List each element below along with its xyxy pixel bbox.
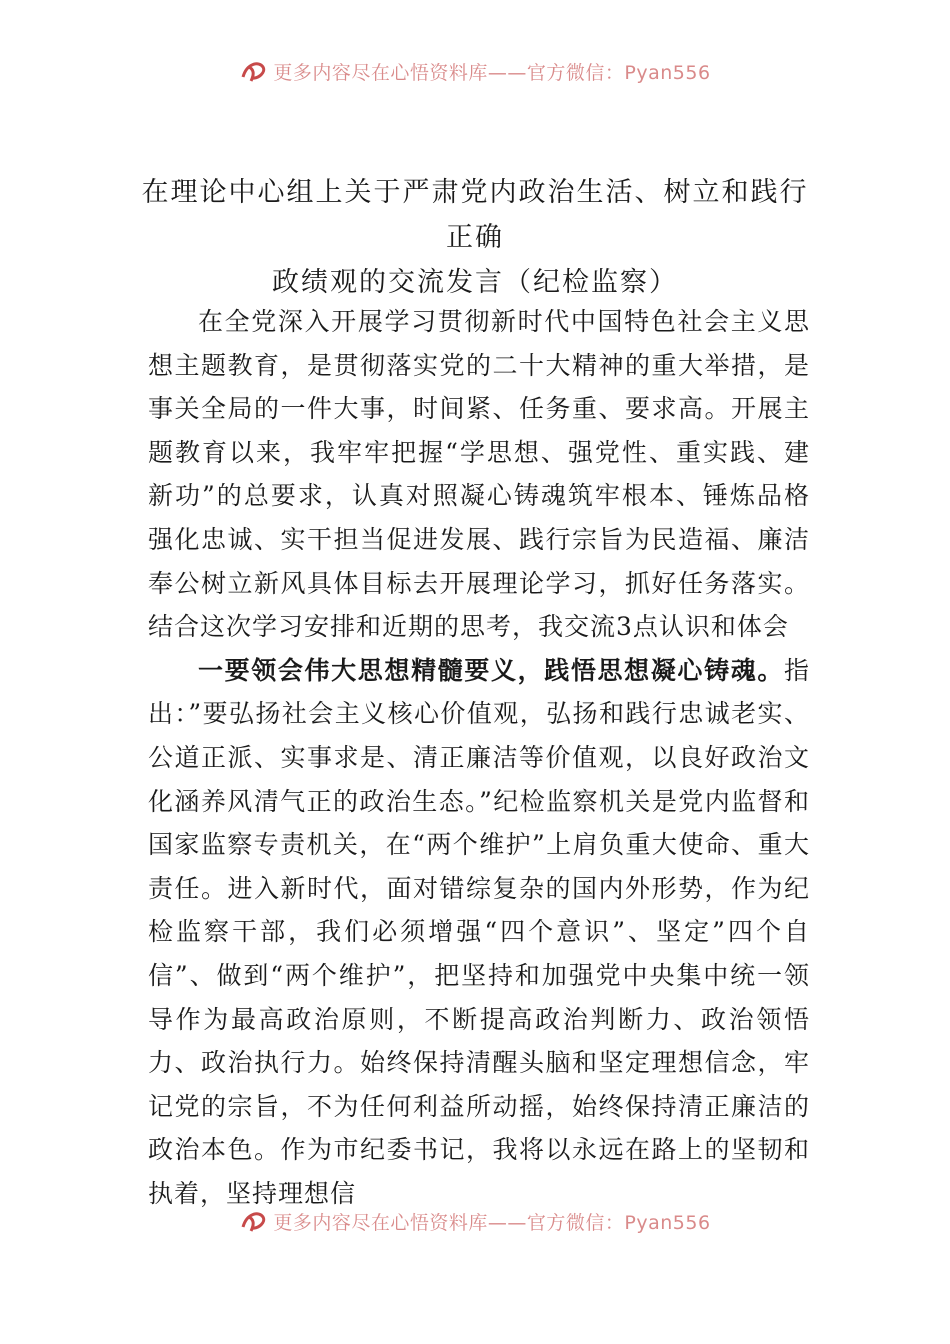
watermark-text: 更多内容尽在心悟资料库——官方微信：Pyan556 xyxy=(273,61,711,84)
paragraph-heading: 一要领会伟大思想精髓要义，践悟思想凝心铸魂。 xyxy=(198,655,784,685)
brand-logo-icon xyxy=(239,59,267,83)
document-body xyxy=(148,300,810,1215)
paragraph-text: 在全党深入开展学习贯彻新时代中国特色社会主义思想主题教育，是贯彻落实党的二十大精神的重大举措，是事关全局的一件大事，时间紧、任务重、要求高。开展主题教育以来，我牢牢把握“学思想、强党性、重实践、建新功”的总要求，认真对照凝心铸魂筑牢根本、锤炼品格强化忠诚、实干担当促进发展、践行宗旨为民造福、廉洁奉公树立新风具体目标去开展理论学习，抓好任务落实。结合这次学习安排和近期的思考，我交流3点认识和体会 xyxy=(148,307,810,642)
title-line-2: 政绩观的交流发言（纪检监察） xyxy=(272,267,678,298)
paragraph-point-1 xyxy=(148,649,810,1216)
watermark-header xyxy=(0,56,950,86)
brand-logo-icon xyxy=(239,1209,267,1233)
watermark-text: 更多内容尽在心悟资料库——官方微信：Pyan556 xyxy=(273,1211,711,1234)
document-title xyxy=(130,170,820,305)
watermark-footer xyxy=(0,1206,950,1236)
title-line-1: 在理论中心组上关于严肃党内政治生活、树立和践行正确 xyxy=(141,177,809,253)
paragraph-intro xyxy=(148,300,810,649)
paragraph-text: 指出：”要弘扬社会主义核心价值观，弘扬和践行忠诚老实、公道正派、实事求是、清正廉洁等价值观，以良好政治文化涵养风清气正的政治生态。”纪检监察机关是党内监督和国家监察专责机关，在“两个维护”上肩负重大使命、重大责任。进入新时代，面对错综复杂的国内外形势，作为纪检监察干部，我们必须增强“四个意识”、坚定”四个自信”、做到“两个维护”，把坚持和加强党中央集中统一领导作为最高政治原则，不断提高政治判断力、政治领悟力、政治执行力。始终保持清醒头脑和坚定理想信念，牢记党的宗旨，不为任何利益所动摇，始终保持清正廉洁的政治本色。作为市纪委书记，我将以永远在路上的坚韧和执着，坚持理想信 xyxy=(148,655,810,1208)
